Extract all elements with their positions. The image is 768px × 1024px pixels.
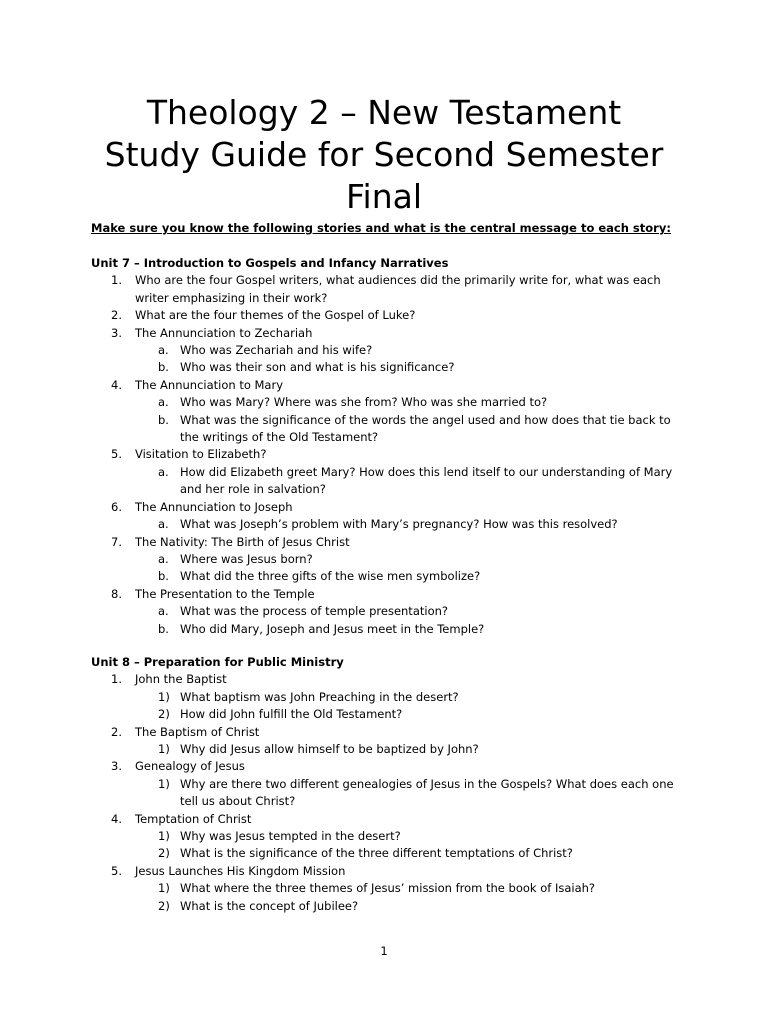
sub-list-item-text: What was Joseph’s problem with Mary’s pregnancy? How was this resolved? [180, 517, 618, 532]
sub-list-marker: a. [158, 551, 169, 566]
sub-list-item [91, 481, 672, 498]
sub-list-item-text: tell us about Christ? [180, 794, 296, 809]
sub-list-item [91, 793, 674, 810]
list-marker: 5. [111, 863, 122, 878]
list-item [91, 499, 672, 516]
sub-list-marker: 2) [158, 846, 170, 861]
sub-list-item [91, 394, 672, 411]
list-item [91, 377, 672, 394]
unit-7-section [91, 255, 672, 638]
sub-list-item [91, 845, 674, 862]
list-marker: 2. [111, 724, 122, 739]
unit-heading: Unit 7 – Introduction to Gospels and Infancy Narratives [91, 256, 449, 270]
list-item-text: The Annunciation to Mary [135, 377, 284, 392]
list-item-text: John the Baptist [135, 672, 227, 687]
list-marker: 3. [111, 759, 122, 774]
sub-list-item-text: How did Elizabeth greet Mary? How does this lend itself to our understanding of Mary [180, 464, 673, 479]
list-marker: 3. [111, 325, 122, 340]
list-item-text: The Annunciation to Zechariah [135, 325, 313, 340]
sub-list-item-text: What did the three gifts of the wise men symbolize? [180, 569, 481, 584]
list-marker: 6. [111, 499, 122, 514]
title-line: Study Guide for Second Semester [104, 135, 664, 174]
list-marker: 1. [111, 273, 122, 288]
sub-list-item-text: What is the concept of Jubilee? [180, 898, 359, 913]
sub-list-item-text: Where was Jesus born? [180, 551, 313, 566]
sub-list-item [91, 828, 674, 845]
list-marker: 4. [111, 811, 122, 826]
unit-8-section [91, 654, 674, 915]
list-marker: 8. [111, 586, 122, 601]
sub-list-marker: 1) [158, 881, 170, 896]
sub-list-item [91, 880, 674, 897]
sub-list-item-text: Who did Mary, Joseph and Jesus meet in the Temple? [180, 621, 485, 636]
list-item [91, 307, 672, 324]
list-item-text: The Presentation to the Temple [135, 586, 315, 601]
sub-list-item-text: Who was Zechariah and his wife? [180, 343, 373, 358]
list-item [91, 586, 672, 603]
list-item [91, 863, 674, 880]
list-item [91, 290, 672, 307]
sub-list-marker: 1) [158, 742, 170, 757]
sub-list-item-text: What was the significance of the words the angel used and how does that tie back to [180, 412, 671, 427]
sub-list-item-text: How did John fulfill the Old Testament? [180, 707, 403, 722]
list-item-text: Jesus Launches His Kingdom Mission [135, 863, 346, 878]
sub-list-item-text: Why was Jesus tempted in the desert? [180, 829, 401, 844]
sub-list-item [91, 603, 672, 620]
sub-list-item [91, 359, 672, 376]
list-item [91, 534, 672, 551]
list-item-text: Genealogy of Jesus [135, 759, 245, 774]
sub-list-item [91, 741, 674, 758]
list-item-text: The Annunciation to Joseph [135, 499, 293, 514]
list-item [91, 272, 672, 289]
title-line: Theology 2 – New Testament [146, 93, 622, 132]
list-item-text: The Nativity: The Birth of Jesus Christ [135, 534, 350, 549]
sub-list-item [91, 412, 672, 429]
list-item [91, 671, 674, 688]
sub-list-marker: 1) [158, 776, 170, 791]
sub-list-item-text: Who was their son and what is his significance? [180, 360, 455, 375]
sub-list-marker: b. [158, 360, 169, 375]
list-item-text: writer emphasizing in their work? [135, 290, 328, 305]
sub-list-item-text: Why did Jesus allow himself to be baptized by John? [180, 742, 479, 757]
sub-list-item [91, 706, 674, 723]
sub-list-item-text: What is the significance of the three different temptations of Christ? [180, 846, 573, 861]
list-marker: 7. [111, 534, 122, 549]
list-item-text: What are the four themes of the Gospel of Luke? [135, 308, 416, 323]
sub-list-marker: 2) [158, 898, 170, 913]
sub-list-item [91, 429, 672, 446]
sub-list-marker: 2) [158, 707, 170, 722]
sub-list-marker: b. [158, 569, 169, 584]
sub-list-item [91, 776, 674, 793]
sub-list-item-text: and her role in salvation? [180, 482, 326, 497]
sub-list-marker: b. [158, 412, 169, 427]
sub-list-item [91, 342, 672, 359]
sub-list-item [91, 516, 672, 533]
list-item [91, 724, 674, 741]
sub-list-marker: 1) [158, 829, 170, 844]
list-marker: 5. [111, 447, 122, 462]
list-marker: 4. [111, 377, 122, 392]
sub-list-item-text: the writings of the Old Testament? [180, 430, 379, 445]
sub-list-item-text: Who was Mary? Where was she from? Who was she married to? [180, 395, 548, 410]
page-title [80, 92, 688, 218]
sub-list-item [91, 689, 674, 706]
sub-list-item-text: What was the process of temple presentation? [180, 604, 448, 619]
title-line: Final [345, 177, 423, 216]
sub-list-marker: a. [158, 604, 169, 619]
sub-list-item [91, 621, 672, 638]
sub-list-item-text: Why are there two different genealogies of Jesus in the Gospels? What does each one [180, 776, 674, 791]
sub-list-item [91, 568, 672, 585]
list-item-text: Visitation to Elizabeth? [135, 447, 267, 462]
sub-list-marker: a. [158, 464, 169, 479]
sub-list-item [91, 898, 674, 915]
list-marker: 1. [111, 672, 122, 687]
sub-list-marker: a. [158, 343, 169, 358]
list-item [91, 811, 674, 828]
list-item-text: The Baptism of Christ [135, 724, 260, 739]
sub-list-item [91, 551, 672, 568]
list-item-text: Temptation of Christ [135, 811, 252, 826]
list-item [91, 758, 674, 775]
sub-list-marker: a. [158, 395, 169, 410]
sub-list-marker: b. [158, 621, 169, 636]
sub-list-item-text: What baptism was John Preaching in the desert? [180, 689, 459, 704]
sub-list-marker: 1) [158, 689, 170, 704]
unit-heading: Unit 8 – Preparation for Public Ministry [91, 655, 344, 669]
sub-list-item [91, 464, 672, 481]
list-marker: 2. [111, 308, 122, 323]
list-item-text: Who are the four Gospel writers, what audiences did the primarily write for, what was each [135, 273, 661, 288]
list-item [91, 446, 672, 463]
page-number: 1 [380, 944, 388, 958]
intro-instruction: Make sure you know the following stories and what is the central message to each story: [91, 221, 671, 235]
sub-list-marker: a. [158, 517, 169, 532]
list-item [91, 325, 672, 342]
sub-list-item-text: What where the three themes of Jesus’ mission from the book of Isaiah? [180, 881, 596, 896]
